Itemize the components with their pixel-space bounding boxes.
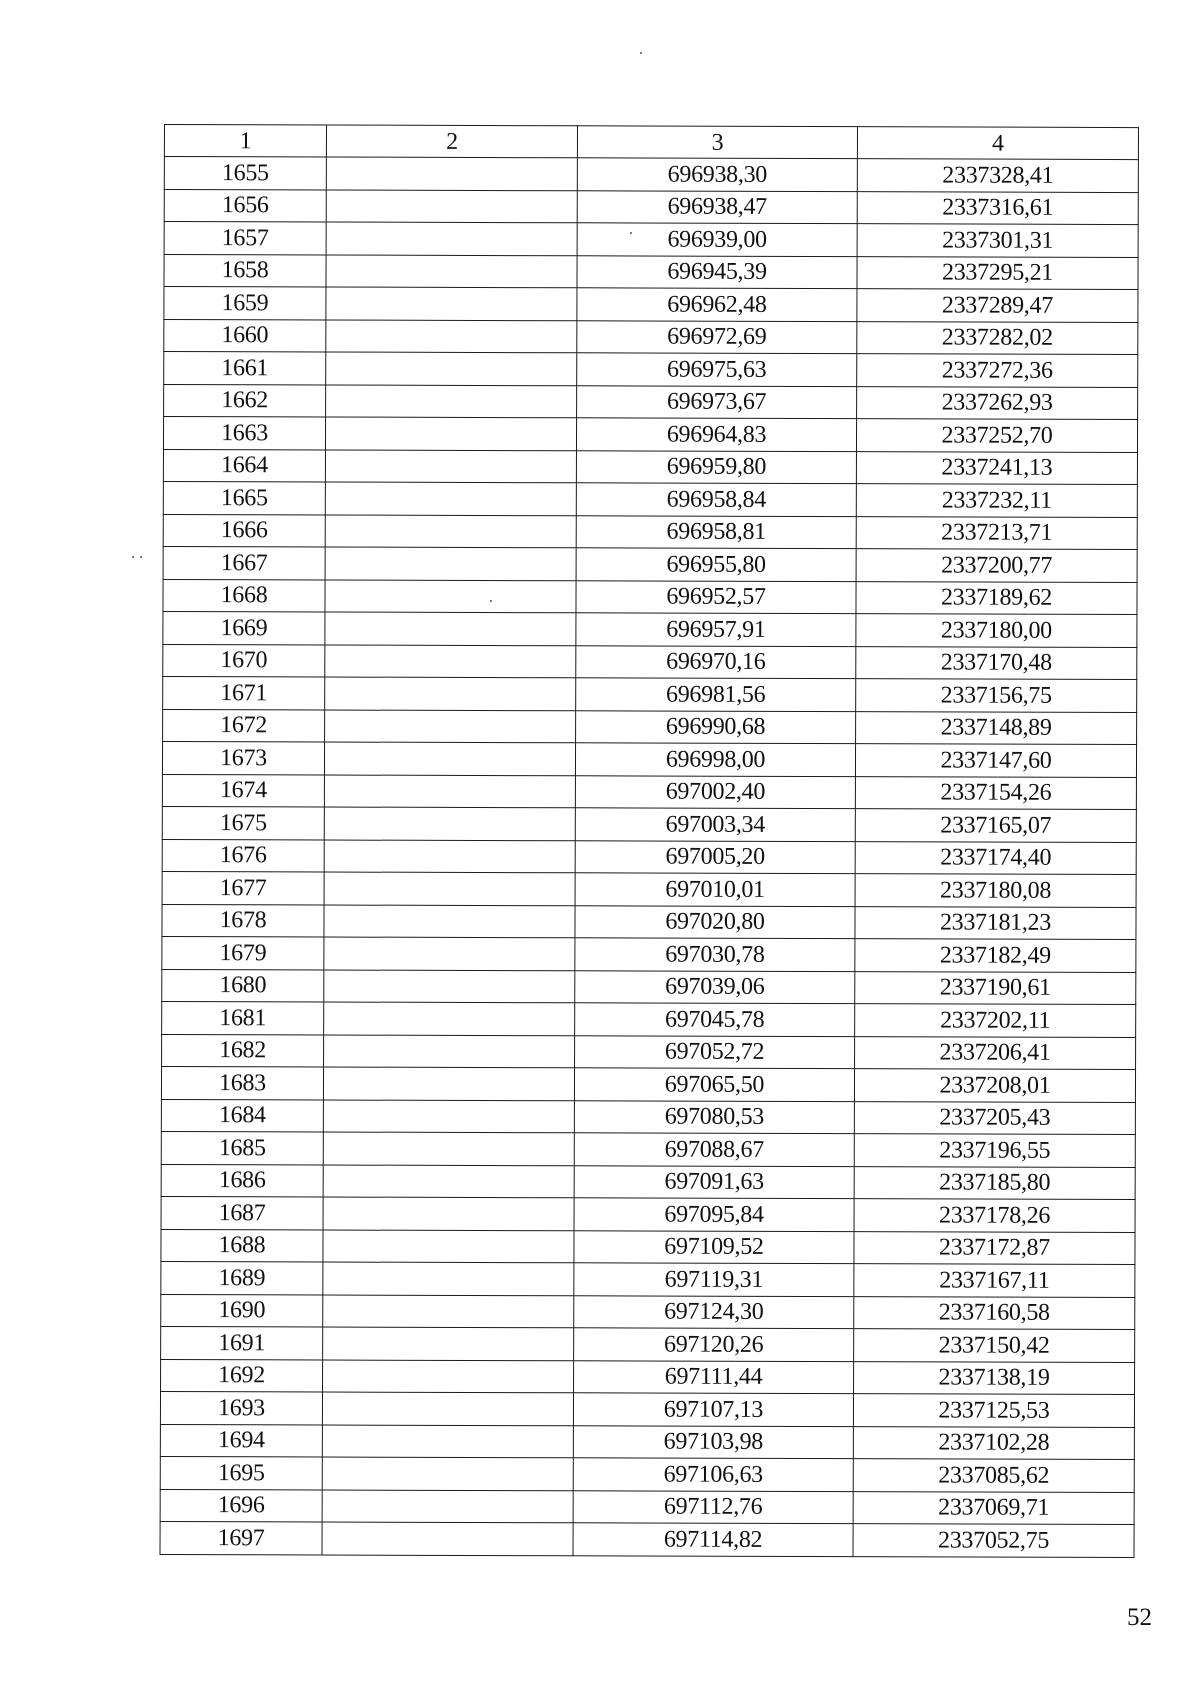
cell-point-number: 1688 bbox=[161, 1229, 323, 1262]
table-row bbox=[160, 1521, 1134, 1557]
cell-y-coordinate: 2337289,47 bbox=[857, 289, 1138, 322]
cell-y-coordinate: 2337202,11 bbox=[855, 1004, 1136, 1037]
cell-column-2 bbox=[324, 905, 575, 938]
cell-y-coordinate: 2337328,41 bbox=[857, 159, 1138, 192]
cell-x-coordinate: 696945,39 bbox=[577, 255, 857, 288]
table-row bbox=[163, 546, 1137, 582]
table-row bbox=[162, 839, 1136, 875]
cell-x-coordinate: 696990,68 bbox=[576, 710, 856, 743]
table-row bbox=[162, 741, 1136, 777]
cell-y-coordinate: 2337182,49 bbox=[855, 939, 1136, 972]
cell-column-2 bbox=[322, 1392, 573, 1425]
cell-column-2 bbox=[326, 222, 577, 255]
cell-column-2 bbox=[323, 1230, 574, 1263]
cell-x-coordinate: 697010,01 bbox=[575, 873, 855, 906]
column-header-3: 3 bbox=[577, 126, 857, 159]
cell-y-coordinate: 2337165,07 bbox=[855, 809, 1136, 842]
table-row bbox=[164, 254, 1138, 290]
cell-column-2 bbox=[326, 385, 577, 418]
table-row bbox=[162, 871, 1136, 907]
cell-column-2 bbox=[323, 1262, 574, 1295]
cell-point-number: 1673 bbox=[162, 741, 324, 774]
cell-x-coordinate: 697045,78 bbox=[575, 1003, 855, 1036]
cell-x-coordinate: 696970,16 bbox=[576, 645, 856, 678]
table-row bbox=[160, 1456, 1134, 1492]
table-row bbox=[162, 904, 1136, 940]
cell-point-number: 1667 bbox=[163, 546, 325, 579]
cell-point-number: 1683 bbox=[161, 1066, 323, 1099]
cell-column-2 bbox=[323, 1360, 574, 1393]
cell-y-coordinate: 2337148,89 bbox=[856, 711, 1137, 744]
table-row bbox=[163, 449, 1137, 485]
cell-y-coordinate: 2337200,77 bbox=[856, 549, 1137, 582]
cell-x-coordinate: 696981,56 bbox=[576, 678, 856, 711]
cell-x-coordinate: 697111,44 bbox=[574, 1360, 854, 1393]
cell-point-number: 1695 bbox=[160, 1456, 322, 1489]
cell-x-coordinate: 696959,80 bbox=[576, 450, 856, 483]
cell-x-coordinate: 697112,76 bbox=[573, 1490, 853, 1523]
cell-column-2 bbox=[326, 255, 577, 288]
cell-column-2 bbox=[324, 742, 575, 775]
cell-y-coordinate: 2337167,11 bbox=[854, 1264, 1135, 1297]
table-row bbox=[164, 384, 1138, 420]
cell-column-2 bbox=[326, 352, 577, 385]
cell-point-number: 1664 bbox=[163, 449, 325, 482]
cell-point-number: 1662 bbox=[164, 384, 326, 417]
cell-point-number: 1675 bbox=[162, 806, 324, 839]
table-row bbox=[162, 1001, 1136, 1037]
cell-y-coordinate: 2337262,93 bbox=[857, 386, 1138, 419]
cell-y-coordinate: 2337102,28 bbox=[853, 1426, 1134, 1459]
table-row bbox=[160, 1424, 1134, 1460]
cell-point-number: 1680 bbox=[162, 969, 324, 1002]
table-row bbox=[161, 1326, 1135, 1362]
cell-column-2 bbox=[322, 1457, 573, 1490]
cell-point-number: 1658 bbox=[164, 254, 326, 287]
table-body bbox=[160, 157, 1138, 1558]
cell-x-coordinate: 697124,30 bbox=[574, 1295, 854, 1328]
table-row bbox=[162, 969, 1136, 1005]
cell-x-coordinate: 696962,48 bbox=[577, 288, 857, 321]
cell-point-number: 1677 bbox=[162, 871, 324, 904]
table-row bbox=[163, 644, 1137, 680]
cell-x-coordinate: 697114,82 bbox=[573, 1523, 853, 1556]
cell-column-2 bbox=[325, 677, 576, 710]
cell-point-number: 1659 bbox=[164, 287, 326, 320]
column-header-2: 2 bbox=[326, 125, 577, 158]
scan-speck bbox=[140, 556, 142, 558]
cell-point-number: 1656 bbox=[164, 189, 326, 222]
cell-column-2 bbox=[324, 840, 575, 873]
cell-y-coordinate: 2337160,58 bbox=[854, 1296, 1135, 1329]
cell-point-number: 1689 bbox=[161, 1261, 323, 1294]
cell-x-coordinate: 696955,80 bbox=[576, 548, 856, 581]
cell-y-coordinate: 2337156,75 bbox=[856, 679, 1137, 712]
cell-y-coordinate: 2337232,11 bbox=[856, 484, 1137, 517]
cell-column-2 bbox=[322, 1490, 573, 1523]
cell-y-coordinate: 2337178,26 bbox=[854, 1199, 1135, 1232]
cell-x-coordinate: 696973,67 bbox=[577, 385, 857, 418]
cell-column-2 bbox=[326, 287, 577, 320]
table-row bbox=[164, 319, 1138, 355]
cell-x-coordinate: 696975,63 bbox=[577, 353, 857, 386]
cell-y-coordinate: 2337241,13 bbox=[856, 451, 1137, 484]
scan-speck bbox=[640, 52, 642, 54]
cell-x-coordinate: 697065,50 bbox=[574, 1068, 854, 1101]
cell-y-coordinate: 2337125,53 bbox=[853, 1394, 1134, 1427]
cell-x-coordinate: 697039,06 bbox=[575, 970, 855, 1003]
cell-point-number: 1681 bbox=[162, 1001, 324, 1034]
cell-point-number: 1666 bbox=[163, 514, 325, 547]
cell-column-2 bbox=[323, 1067, 574, 1100]
cell-point-number: 1696 bbox=[160, 1489, 322, 1522]
table-row bbox=[163, 611, 1137, 647]
coordinates-table bbox=[160, 124, 1139, 1558]
table-row bbox=[162, 936, 1136, 972]
cell-point-number: 1679 bbox=[162, 936, 324, 969]
cell-column-2 bbox=[322, 1522, 573, 1555]
cell-column-2 bbox=[325, 612, 576, 645]
cell-x-coordinate: 696958,84 bbox=[576, 483, 856, 516]
cell-y-coordinate: 2337172,87 bbox=[854, 1231, 1135, 1264]
cell-x-coordinate: 696938,30 bbox=[577, 158, 857, 191]
cell-column-2 bbox=[325, 580, 576, 613]
cell-column-2 bbox=[323, 1100, 574, 1133]
cell-x-coordinate: 697109,52 bbox=[574, 1230, 854, 1263]
cell-point-number: 1690 bbox=[161, 1294, 323, 1327]
cell-point-number: 1684 bbox=[161, 1099, 323, 1132]
cell-x-coordinate: 696938,47 bbox=[577, 190, 857, 223]
cell-column-2 bbox=[323, 1165, 574, 1198]
cell-y-coordinate: 2337282,02 bbox=[857, 321, 1138, 354]
cell-y-coordinate: 2337180,08 bbox=[855, 874, 1136, 907]
cell-column-2 bbox=[324, 937, 575, 970]
cell-y-coordinate: 2337150,42 bbox=[854, 1329, 1135, 1362]
table-row bbox=[161, 1164, 1135, 1200]
table-row bbox=[163, 514, 1137, 550]
cell-point-number: 1685 bbox=[161, 1131, 323, 1164]
table-row bbox=[161, 1359, 1135, 1395]
column-header-4: 4 bbox=[857, 127, 1138, 160]
cell-x-coordinate: 697103,98 bbox=[573, 1425, 853, 1458]
table-row bbox=[164, 222, 1138, 258]
cell-column-2 bbox=[323, 1327, 574, 1360]
table-row bbox=[161, 1066, 1135, 1102]
cell-x-coordinate: 697091,63 bbox=[574, 1165, 854, 1198]
cell-x-coordinate: 697002,40 bbox=[575, 775, 855, 808]
table-header-row bbox=[164, 125, 1138, 160]
scan-speck bbox=[132, 556, 134, 558]
cell-x-coordinate: 697095,84 bbox=[574, 1198, 854, 1231]
table-row bbox=[161, 1229, 1135, 1265]
cell-x-coordinate: 697088,67 bbox=[574, 1133, 854, 1166]
scan-speck bbox=[630, 232, 632, 234]
cell-point-number: 1669 bbox=[163, 611, 325, 644]
table-row bbox=[162, 806, 1136, 842]
cell-point-number: 1670 bbox=[163, 644, 325, 677]
cell-x-coordinate: 696964,83 bbox=[576, 418, 856, 451]
cell-y-coordinate: 2337213,71 bbox=[856, 516, 1137, 549]
cell-point-number: 1660 bbox=[164, 319, 326, 352]
cell-point-number: 1661 bbox=[164, 352, 326, 385]
cell-y-coordinate: 2337181,23 bbox=[855, 906, 1136, 939]
cell-column-2 bbox=[324, 775, 575, 808]
table-row bbox=[164, 189, 1138, 225]
cell-x-coordinate: 696952,57 bbox=[576, 580, 856, 613]
cell-column-2 bbox=[325, 417, 576, 450]
cell-x-coordinate: 696998,00 bbox=[575, 743, 855, 776]
cell-y-coordinate: 2337190,61 bbox=[855, 971, 1136, 1004]
cell-point-number: 1687 bbox=[161, 1196, 323, 1229]
cell-x-coordinate: 696972,69 bbox=[577, 320, 857, 353]
scan-speck bbox=[490, 600, 492, 602]
cell-y-coordinate: 2337206,41 bbox=[855, 1036, 1136, 1069]
cell-y-coordinate: 2337205,43 bbox=[854, 1101, 1135, 1134]
table-row bbox=[161, 1261, 1135, 1297]
table-row bbox=[161, 1099, 1135, 1135]
cell-x-coordinate: 697107,13 bbox=[573, 1393, 853, 1426]
cell-point-number: 1676 bbox=[162, 839, 324, 872]
cell-y-coordinate: 2337295,21 bbox=[857, 256, 1138, 289]
cell-y-coordinate: 2337301,31 bbox=[857, 224, 1138, 257]
cell-x-coordinate: 696958,81 bbox=[576, 515, 856, 548]
cell-column-2 bbox=[322, 1425, 573, 1458]
cell-y-coordinate: 2337208,01 bbox=[854, 1069, 1135, 1102]
cell-column-2 bbox=[325, 515, 576, 548]
cell-x-coordinate: 697119,31 bbox=[574, 1263, 854, 1296]
cell-column-2 bbox=[324, 807, 575, 840]
cell-x-coordinate: 697020,80 bbox=[575, 905, 855, 938]
cell-column-2 bbox=[325, 710, 576, 743]
cell-x-coordinate: 697080,53 bbox=[574, 1100, 854, 1133]
cell-point-number: 1694 bbox=[160, 1424, 322, 1457]
cell-y-coordinate: 2337316,61 bbox=[857, 191, 1138, 224]
cell-point-number: 1668 bbox=[163, 579, 325, 612]
cell-column-2 bbox=[325, 450, 576, 483]
page-number: 52 bbox=[1127, 1604, 1152, 1631]
table-row bbox=[163, 417, 1137, 453]
cell-column-2 bbox=[326, 190, 577, 223]
cell-y-coordinate: 2337196,55 bbox=[854, 1134, 1135, 1167]
table-row bbox=[160, 1489, 1134, 1525]
cell-point-number: 1682 bbox=[162, 1034, 324, 1067]
table-row bbox=[163, 579, 1137, 615]
cell-point-number: 1674 bbox=[162, 774, 324, 807]
cell-x-coordinate: 696957,91 bbox=[576, 613, 856, 646]
table-row bbox=[164, 287, 1138, 323]
cell-column-2 bbox=[323, 1197, 574, 1230]
cell-x-coordinate: 697030,78 bbox=[575, 938, 855, 971]
cell-point-number: 1686 bbox=[161, 1164, 323, 1197]
cell-column-2 bbox=[324, 872, 575, 905]
cell-point-number: 1655 bbox=[164, 157, 326, 190]
cell-point-number: 1663 bbox=[163, 417, 325, 450]
table-row bbox=[164, 352, 1138, 388]
cell-x-coordinate: 697003,34 bbox=[575, 808, 855, 841]
cell-y-coordinate: 2337180,00 bbox=[856, 614, 1137, 647]
table-row bbox=[162, 774, 1136, 810]
cell-column-2 bbox=[323, 1132, 574, 1165]
cell-point-number: 1692 bbox=[161, 1359, 323, 1392]
cell-column-2 bbox=[324, 970, 575, 1003]
cell-x-coordinate: 697005,20 bbox=[575, 840, 855, 873]
cell-y-coordinate: 2337252,70 bbox=[856, 419, 1137, 452]
table-row bbox=[160, 1391, 1134, 1427]
cell-point-number: 1678 bbox=[162, 904, 324, 937]
table-row bbox=[163, 676, 1137, 712]
table-row bbox=[163, 709, 1137, 745]
table-row bbox=[161, 1131, 1135, 1167]
table-row bbox=[163, 481, 1137, 517]
cell-point-number: 1671 bbox=[163, 676, 325, 709]
cell-column-2 bbox=[325, 482, 576, 515]
table-row bbox=[164, 157, 1138, 193]
cell-x-coordinate: 697120,26 bbox=[574, 1328, 854, 1361]
cell-point-number: 1657 bbox=[164, 222, 326, 255]
cell-point-number: 1693 bbox=[160, 1391, 322, 1424]
cell-column-2 bbox=[325, 645, 576, 678]
cell-y-coordinate: 2337272,36 bbox=[857, 354, 1138, 387]
cell-column-2 bbox=[324, 1002, 575, 1035]
cell-point-number: 1697 bbox=[160, 1521, 322, 1554]
cell-column-2 bbox=[325, 547, 576, 580]
cell-y-coordinate: 2337154,26 bbox=[855, 776, 1136, 809]
table-row bbox=[161, 1196, 1135, 1232]
cell-x-coordinate: 697106,63 bbox=[573, 1458, 853, 1491]
cell-point-number: 1691 bbox=[161, 1326, 323, 1359]
cell-point-number: 1672 bbox=[163, 709, 325, 742]
cell-y-coordinate: 2337085,62 bbox=[853, 1459, 1134, 1492]
cell-column-2 bbox=[326, 157, 577, 190]
table-row bbox=[161, 1294, 1135, 1330]
column-header-1: 1 bbox=[164, 125, 326, 158]
cell-column-2 bbox=[324, 1035, 575, 1068]
table-row bbox=[162, 1034, 1136, 1070]
cell-column-2 bbox=[323, 1295, 574, 1328]
cell-point-number: 1665 bbox=[163, 481, 325, 514]
cell-y-coordinate: 2337189,62 bbox=[856, 581, 1137, 614]
cell-y-coordinate: 2337052,75 bbox=[853, 1524, 1134, 1557]
cell-y-coordinate: 2337185,80 bbox=[854, 1166, 1135, 1199]
cell-column-2 bbox=[326, 320, 577, 353]
cell-y-coordinate: 2337069,71 bbox=[853, 1491, 1134, 1524]
cell-y-coordinate: 2337138,19 bbox=[854, 1361, 1135, 1394]
cell-y-coordinate: 2337170,48 bbox=[856, 646, 1137, 679]
cell-y-coordinate: 2337174,40 bbox=[855, 841, 1136, 874]
cell-x-coordinate: 696939,00 bbox=[577, 223, 857, 256]
cell-y-coordinate: 2337147,60 bbox=[855, 744, 1136, 777]
cell-x-coordinate: 697052,72 bbox=[575, 1035, 855, 1068]
